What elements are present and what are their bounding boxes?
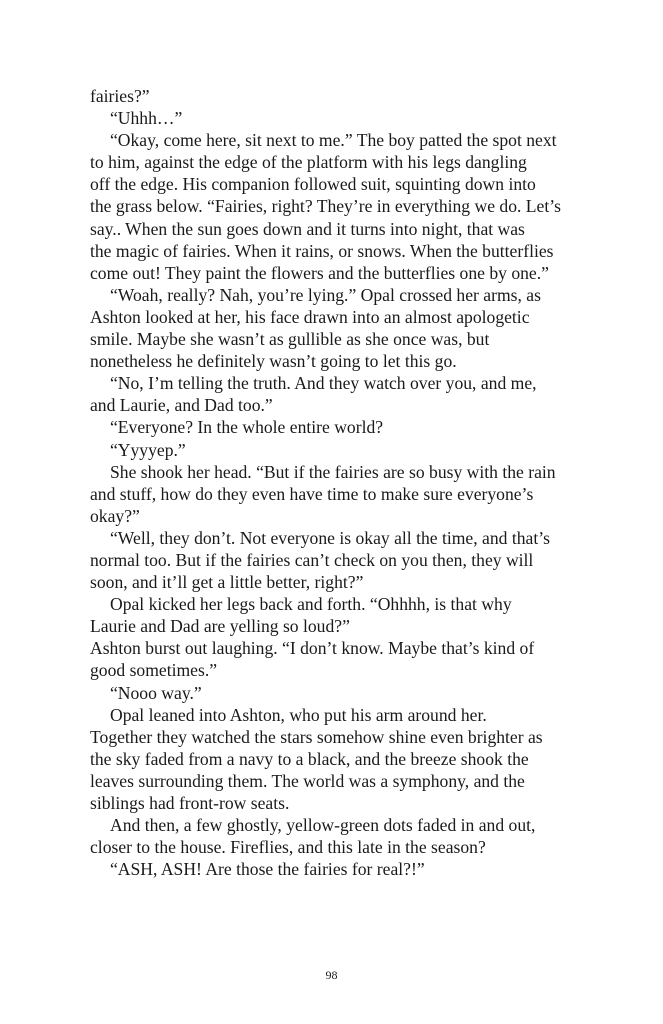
text-line: “No, I’m telling the truth. And they watch over you, and me, (110, 373, 537, 394)
text-line: nonetheless he definitely wasn’t going to let this go. (90, 351, 457, 372)
text-line: “Yyyyep.” (110, 439, 186, 460)
text-line: “Okay, come here, sit next to me.” The boy patted the spot next (110, 130, 557, 151)
text-line: the grass below. “Fairies, right? They’re in everything we do. Let’s (90, 196, 561, 217)
text-line: Together they watched the stars somehow shine even brighter as (90, 726, 543, 747)
text-line: normal too. But if the fairies can’t check on you then, they will (90, 549, 534, 570)
text-line: Ashton burst out laughing. “I don’t know. Maybe that’s kind of (90, 638, 535, 659)
text-line: Opal kicked her legs back and forth. “Ohhhh, is that why (110, 594, 512, 615)
text-line: and stuff, how do they even have time to make sure everyone’s (90, 483, 534, 504)
text-line: She shook her head. “But if the fairies are so busy with the rain (110, 461, 556, 482)
text-line: Opal leaned into Ashton, who put his arm around her. (110, 704, 487, 725)
text-line: “Everyone? In the whole entire world? (110, 417, 384, 438)
page-number: 98 (325, 968, 338, 982)
text-line: “Uhhh…” (110, 108, 183, 129)
text-line: siblings had front-row seats. (90, 793, 290, 813)
text-line: “Well, they don’t. Not everyone is okay all the time, and that’s (110, 527, 550, 548)
text-line: “ASH, ASH! Are those the fairies for real?!” (110, 859, 425, 880)
text-line: and Laurie, and Dad too.” (90, 395, 273, 416)
text-line: Laurie and Dad are yelling so loud?” (90, 616, 350, 637)
text-line: good sometimes.” (90, 660, 218, 681)
text-line: Ashton looked at her, his face drawn into an almost apologetic (90, 306, 530, 327)
text-line: okay?” (90, 505, 140, 526)
text-line: smile. Maybe she wasn’t as gullible as she once was, but (90, 329, 490, 350)
text-line: “Woah, really? Nah, you’re lying.” Opal crossed her arms, as (110, 284, 541, 305)
text-line: And then, a few ghostly, yellow-green dots faded in and out, (110, 815, 536, 836)
text-line: say.. When the sun goes down and it turns into night, that was (90, 218, 525, 239)
text-line: come out! They paint the flowers and the butterflies one by one.” (90, 262, 549, 283)
text-line: leaves surrounding them. The world was a symphony, and the (90, 770, 525, 791)
text-line: “Nooo way.” (110, 682, 202, 703)
page-body (90, 85, 576, 880)
text-line: soon, and it’ll get a little better, right?” (90, 572, 364, 593)
text-line: off the edge. His companion followed suit, squinting down into (90, 174, 536, 195)
text-line: fairies?” (90, 86, 150, 106)
text-line: to him, against the edge of the platform with his legs dangling (90, 152, 527, 173)
text-line: the magic of fairies. When it rains, or snows. When the butterflies (90, 240, 554, 261)
text-line: the sky faded from a navy to a black, and the breeze shook the (90, 748, 529, 769)
text-line: closer to the house. Fireflies, and this late in the season? (90, 837, 486, 858)
